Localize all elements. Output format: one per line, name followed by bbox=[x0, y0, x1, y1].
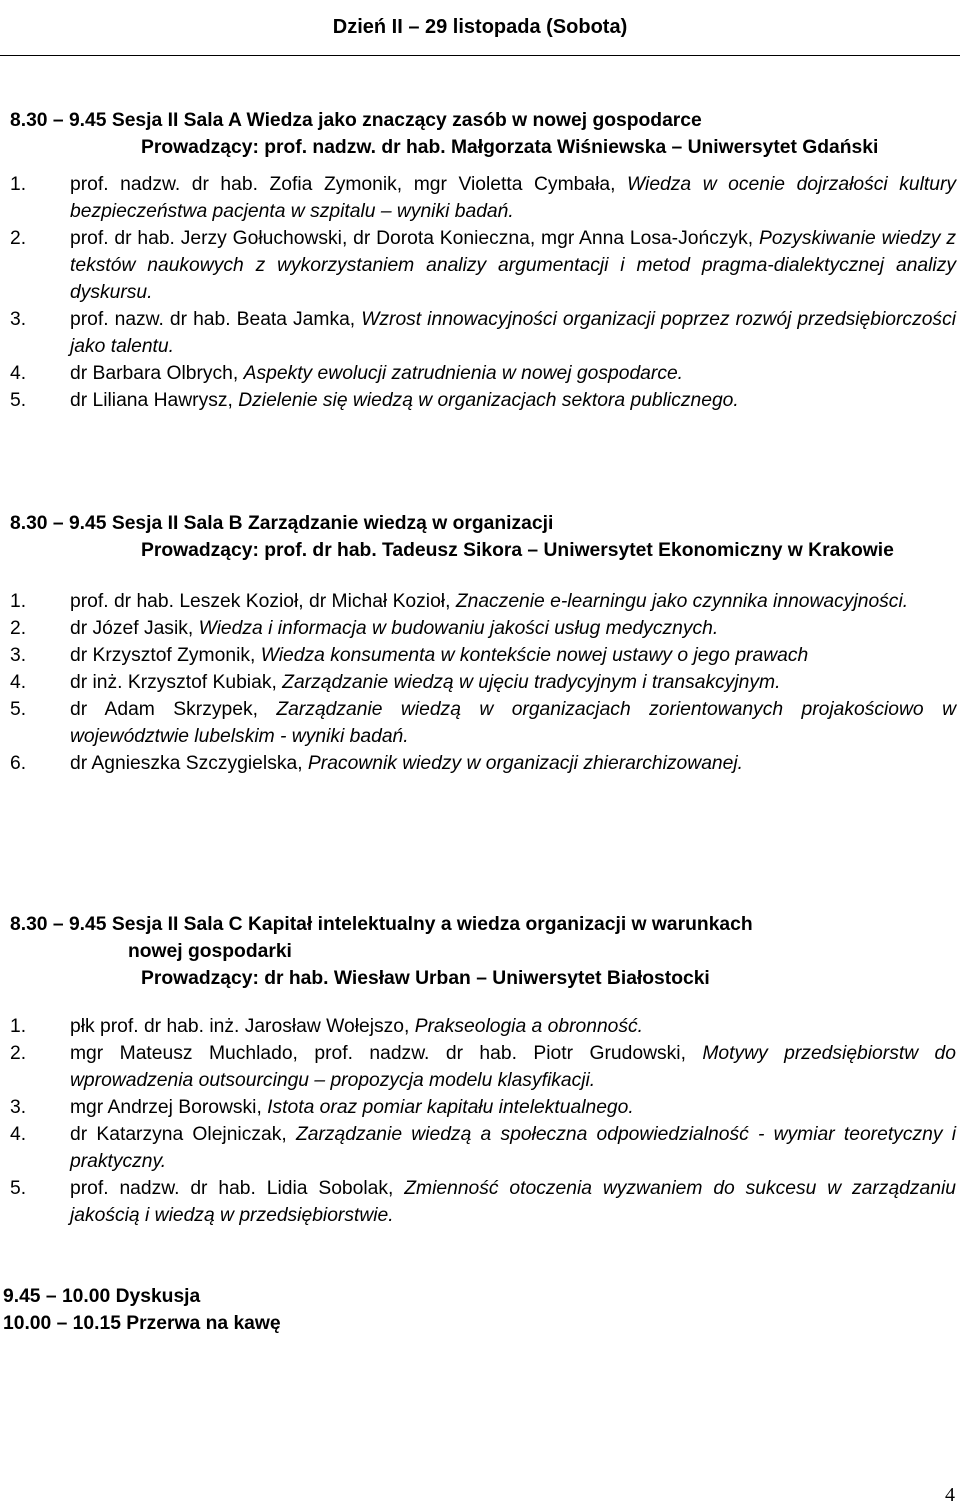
item-authors: dr Agnieszka Szczygielska, bbox=[70, 753, 308, 774]
list-item bbox=[10, 306, 956, 360]
item-title: Wiedza w ocenie dojrzałości kultury bezpieczeństwa pacjenta w szpitalu – wyniki badań. bbox=[70, 174, 957, 222]
item-text bbox=[70, 225, 956, 306]
item-text bbox=[70, 360, 956, 387]
item-number: 1. bbox=[10, 174, 27, 195]
item-text bbox=[70, 1040, 956, 1094]
list-item bbox=[10, 387, 956, 414]
discussion-line: 9.45 – 10.00 Dyskusja bbox=[3, 1286, 201, 1307]
item-number: 1. bbox=[10, 1016, 27, 1037]
item-authors: dr Adam Skrzypek, bbox=[70, 699, 277, 720]
session-leader: Prowadzący: dr hab. Wiesław Urban – Uniwersytet Białostocki bbox=[141, 968, 710, 989]
item-number: 1. bbox=[10, 591, 27, 612]
item-text bbox=[70, 1121, 956, 1175]
session-title: 8.30 – 9.45 Sesja II Sala C Kapitał intelektualny a wiedza organizacji w warunkach bbox=[10, 914, 753, 935]
session-title: 8.30 – 9.45 Sesja II Sala B Zarządzanie wiedzą w organizacji bbox=[10, 513, 554, 534]
item-number: 2. bbox=[10, 618, 27, 639]
list-item bbox=[10, 642, 956, 669]
item-text bbox=[70, 1013, 956, 1040]
list-item bbox=[10, 1121, 956, 1175]
schedule-footer bbox=[3, 1283, 281, 1337]
list-item bbox=[10, 588, 956, 615]
list-item bbox=[10, 1175, 956, 1229]
item-text bbox=[70, 642, 956, 669]
item-title: Motywy przedsiębiorstw do wprowadzenia outsourcingu – propozycja modelu klasyfikacji. bbox=[70, 1043, 957, 1091]
item-text bbox=[70, 615, 956, 642]
session-c bbox=[10, 911, 956, 1229]
item-title: Znaczenie e-learningu jako czynnika innowacyjności. bbox=[455, 591, 909, 612]
item-title: Zarządzanie wiedzą w ujęciu tradycyjnym i transakcyjnym. bbox=[282, 672, 781, 693]
item-authors: prof. nazw. dr hab. Beata Jamka, bbox=[70, 309, 362, 330]
session-b bbox=[10, 510, 956, 777]
item-authors: prof. dr hab. Leszek Kozioł, dr Michał Kozioł, bbox=[70, 591, 456, 612]
page-number: 4 bbox=[945, 1484, 955, 1506]
item-authors: dr Barbara Olbrych, bbox=[70, 363, 244, 384]
item-number: 4. bbox=[10, 672, 27, 693]
item-number: 3. bbox=[10, 645, 27, 666]
item-title: Aspekty ewolucji zatrudnienia w nowej gospodarce. bbox=[243, 363, 684, 384]
item-number: 2. bbox=[10, 1043, 27, 1064]
list-item bbox=[10, 225, 956, 306]
list-item bbox=[10, 696, 956, 750]
item-title: Wiedza i informacja w budowaniu jakości usług medycznych. bbox=[198, 618, 719, 639]
item-authors: prof. nadzw. dr hab. Zofia Zymonik, mgr Violetta Cymbała, bbox=[70, 174, 628, 195]
item-text bbox=[70, 750, 956, 777]
item-authors: mgr Mateusz Muchlado, prof. nadzw. dr hab. Piotr Grudowski, bbox=[70, 1043, 703, 1064]
item-text bbox=[70, 1094, 956, 1121]
item-title: Zmienność otoczenia wyzwaniem do sukcesu w zarządzaniu jakością i wiedzą w przedsiębiorstwie. bbox=[70, 1178, 956, 1226]
item-number: 4. bbox=[10, 1124, 27, 1145]
item-title: Dzielenie się wiedzą w organizacjach sektora publicznego. bbox=[238, 390, 739, 411]
list-item bbox=[10, 171, 956, 225]
item-title: Wiedza konsumenta w kontekście nowej ustawy o jego prawach bbox=[260, 645, 809, 666]
session-title-continued: nowej gospodarki bbox=[128, 941, 292, 962]
item-title: Prakseologia a obronność. bbox=[414, 1016, 644, 1037]
list-item bbox=[10, 1040, 956, 1094]
item-authors: dr Józef Jasik, bbox=[70, 618, 199, 639]
item-text bbox=[70, 387, 956, 414]
item-text bbox=[70, 588, 956, 615]
item-authors: dr inż. Krzysztof Kubiak, bbox=[70, 672, 283, 693]
list-item bbox=[10, 615, 956, 642]
presentation-list bbox=[10, 588, 956, 777]
session-leader: Prowadzący: prof. nadzw. dr hab. Małgorzata Wiśniewska – Uniwersytet Gdański bbox=[141, 137, 879, 158]
session-leader: Prowadzący: prof. dr hab. Tadeusz Sikora – Uniwersytet Ekonomiczny w Krakowie bbox=[141, 540, 894, 561]
session-title: 8.30 – 9.45 Sesja II Sala A Wiedza jako znaczący zasób w nowej gospodarce bbox=[10, 110, 702, 131]
list-item bbox=[10, 1013, 956, 1040]
item-number: 5. bbox=[10, 390, 27, 411]
item-title: Pracownik wiedzy w organizacji zhierarchizowanej. bbox=[307, 753, 744, 774]
item-number: 4. bbox=[10, 363, 27, 384]
item-number: 2. bbox=[10, 228, 27, 249]
item-authors: mgr Andrzej Borowski, bbox=[70, 1097, 268, 1118]
item-text bbox=[70, 669, 956, 696]
item-title: Zarządzanie wiedzą a społeczna odpowiedzialność - wymiar teoretyczny i praktyczny. bbox=[70, 1124, 956, 1172]
list-item bbox=[10, 360, 956, 387]
list-item bbox=[10, 1094, 956, 1121]
day-title: Dzień II – 29 listopada (Sobota) bbox=[332, 16, 628, 38]
item-number: 3. bbox=[10, 1097, 27, 1118]
page-header bbox=[0, 0, 960, 56]
item-authors: dr Liliana Hawrysz, bbox=[70, 390, 239, 411]
item-authors: prof. dr hab. Jerzy Gołuchowski, dr Dorota Konieczna, mgr Anna Losa-Jończyk, bbox=[70, 228, 759, 249]
presentation-list bbox=[10, 171, 956, 414]
item-text bbox=[70, 696, 956, 750]
item-title: Wzrost innowacyjności organizacji poprzez rozwój przedsiębiorczości jako talentu. bbox=[70, 309, 956, 357]
coffee-break-line: 10.00 – 10.15 Przerwa na kawę bbox=[3, 1313, 281, 1334]
item-authors: prof. nadzw. dr hab. Lidia Sobolak, bbox=[70, 1178, 405, 1199]
item-authors: dr Krzysztof Zymonik, bbox=[70, 645, 261, 666]
item-number: 3. bbox=[10, 309, 27, 330]
item-authors: płk prof. dr hab. inż. Jarosław Wołejszo, bbox=[70, 1016, 415, 1037]
item-title: Pozyskiwanie wiedzy z tekstów naukowych z wykorzystaniem analizy argumentacji i metod pragma-dialektycznej analizy dyskursu. bbox=[70, 228, 956, 303]
item-text bbox=[70, 171, 956, 225]
item-authors: dr Katarzyna Olejniczak, bbox=[70, 1124, 296, 1145]
item-number: 5. bbox=[10, 1178, 27, 1199]
item-number: 5. bbox=[10, 699, 27, 720]
list-item bbox=[10, 669, 956, 696]
item-title: Istota oraz pomiar kapitału intelektualnego. bbox=[267, 1097, 634, 1118]
item-text bbox=[70, 1175, 956, 1229]
item-number: 6. bbox=[10, 753, 27, 774]
item-title: Zarządzanie wiedzą w organizacjach zorientowanych projakościowo w województwie lubelskim - wyniki badań. bbox=[70, 699, 957, 747]
session-a bbox=[10, 107, 956, 414]
presentation-list bbox=[10, 1013, 956, 1229]
item-text bbox=[70, 306, 956, 360]
list-item bbox=[10, 750, 956, 777]
